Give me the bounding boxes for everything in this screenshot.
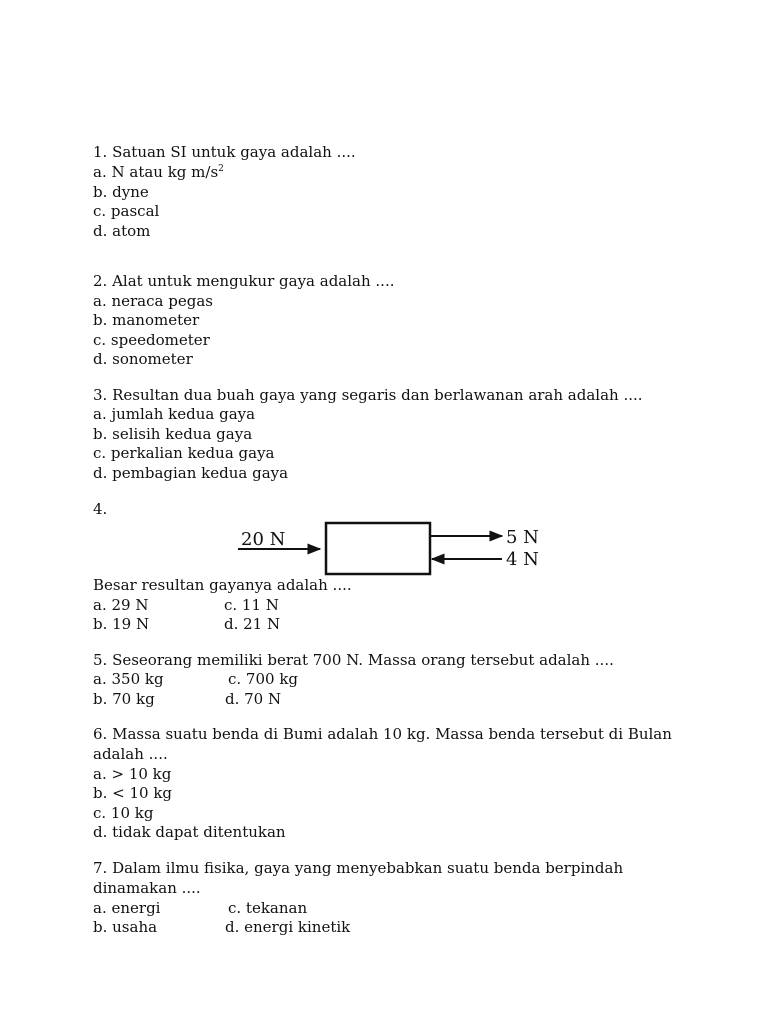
q7-option-c: c. tekanan bbox=[228, 899, 308, 917]
q5-option-a: a. 350 kg bbox=[93, 670, 164, 688]
q4-number: 4. bbox=[93, 500, 108, 518]
force-right-top-label: 5 N bbox=[506, 527, 539, 548]
q6-question-line1: 6. Massa suatu benda di Bumi adalah 10 kg. Massa benda tersebut di Bulan bbox=[93, 725, 672, 743]
q1-option-b: b. dyne bbox=[93, 183, 149, 201]
q2-option-b: b. manometer bbox=[93, 311, 200, 329]
q5-option-b: b. 70 kg bbox=[93, 690, 155, 708]
box bbox=[326, 523, 430, 574]
force-right-bottom-label: 4 N bbox=[506, 549, 539, 570]
q6-option-d: d. tidak dapat ditentukan bbox=[93, 823, 286, 841]
q1-option-a bbox=[93, 163, 224, 181]
q3-option-c: c. perkalian kedua gaya bbox=[93, 444, 275, 462]
q3-option-b: b. selisih kedua gaya bbox=[93, 425, 253, 443]
q6-option-a: a. > 10 kg bbox=[93, 765, 172, 783]
q4-option-d: d. 21 N bbox=[224, 615, 281, 633]
q1-option-d: d. atom bbox=[93, 222, 151, 240]
q4-option-a: a. 29 N bbox=[93, 596, 149, 614]
q7-option-d: d. energi kinetik bbox=[225, 918, 351, 936]
q3-option-d: d. pembagian kedua gaya bbox=[93, 464, 289, 482]
q2-option-d: d. sonometer bbox=[93, 350, 193, 368]
q1-option-a-text: a. N atau kg m/s bbox=[93, 163, 219, 181]
force-left-label: 20 N bbox=[241, 529, 286, 550]
q1-question: 1. Satuan SI untuk gaya adalah .... bbox=[93, 143, 356, 161]
q3-option-a: a. jumlah kedua gaya bbox=[93, 405, 256, 423]
q5-question: 5. Seseorang memiliki berat 700 N. Massa orang tersebut adalah .... bbox=[93, 651, 614, 669]
q2-option-a: a. neraca pegas bbox=[93, 292, 213, 310]
q6-question-line2: adalah .... bbox=[93, 745, 168, 763]
q6-option-c: c. 10 kg bbox=[93, 804, 154, 822]
q7-question-line1: 7. Dalam ilmu fisika, gaya yang menyebabkan suatu benda berpindah bbox=[93, 859, 624, 877]
q3-question: 3. Resultan dua buah gaya yang segaris dan berlawanan arah adalah .... bbox=[93, 386, 643, 404]
q7-option-b: b. usaha bbox=[93, 918, 158, 936]
force-diagram bbox=[230, 515, 550, 579]
q7-question-line2: dinamakan .... bbox=[93, 879, 201, 897]
q4-question: Besar resultan gayanya adalah .... bbox=[93, 576, 352, 594]
q2-question: 2. Alat untuk mengukur gaya adalah .... bbox=[93, 272, 395, 290]
q5-option-c: c. 700 kg bbox=[228, 670, 299, 688]
q5-option-d: d. 70 N bbox=[225, 690, 282, 708]
q1-option-c: c. pascal bbox=[93, 202, 160, 220]
q2-option-c: c. speedometer bbox=[93, 331, 210, 349]
q6-option-b: b. < 10 kg bbox=[93, 784, 173, 802]
q7-option-a: a. energi bbox=[93, 899, 161, 917]
q4-option-b: b. 19 N bbox=[93, 615, 150, 633]
q1-option-a-superscript: 2 bbox=[218, 164, 224, 174]
q4-option-c: c. 11 N bbox=[224, 596, 279, 614]
